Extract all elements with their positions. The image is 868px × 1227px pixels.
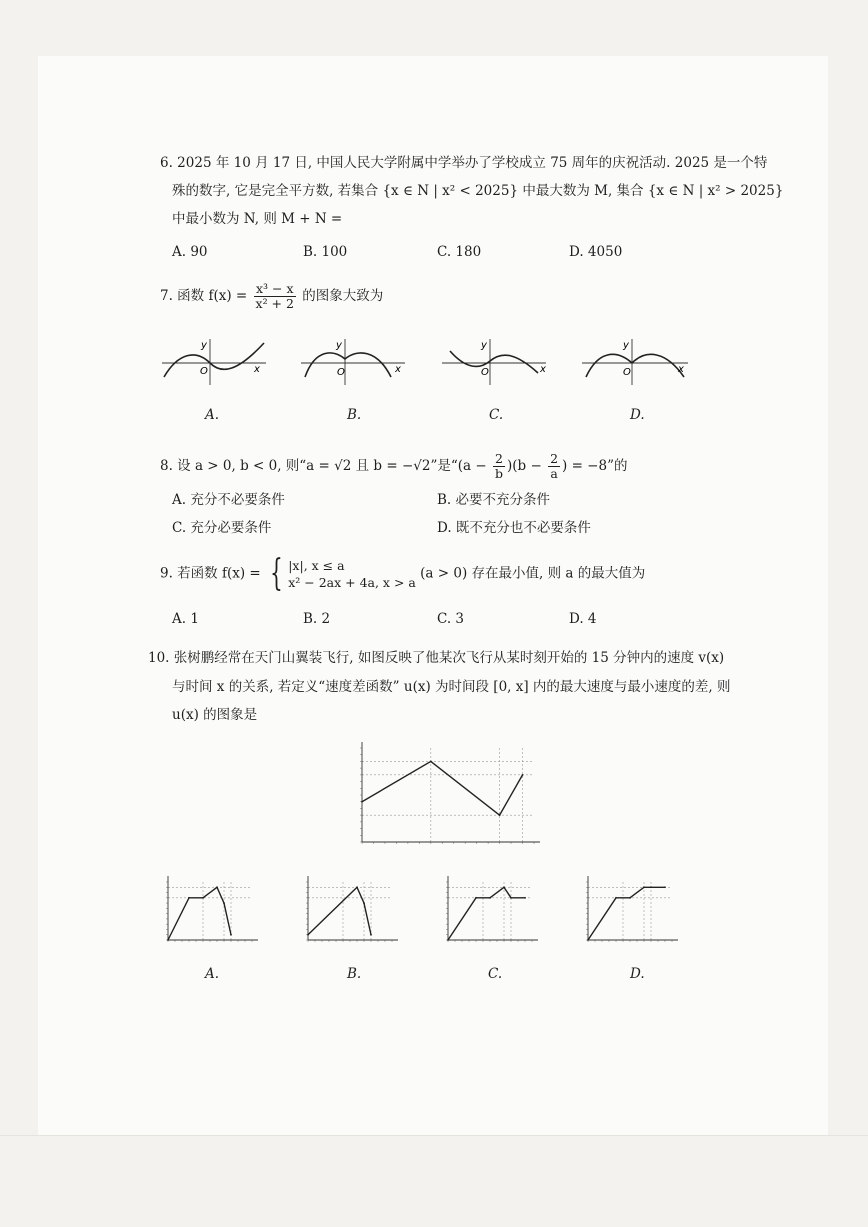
origin-label: O [337,367,345,378]
axis-x-label: x [395,364,401,375]
q9-prefix: 9. 若函数 f(x) = [160,565,261,582]
exam-sheet [38,56,828,1136]
data-point [524,897,526,899]
q7-caption-a: A. [205,407,220,423]
q8-frac2-den: a [550,466,558,481]
q9-stem [160,553,646,594]
q8-part1: (a − [457,458,487,474]
q10-line3: u(x) 的图象是 [172,707,258,723]
q7-graph-a [160,337,270,387]
curve [450,351,538,373]
data-point [356,886,358,888]
series-line [362,761,523,815]
data-point [629,897,631,899]
q9-option-d: D. 4 [569,611,597,627]
axis-x-label: x [678,364,684,375]
data-point [370,934,372,936]
data-point [522,774,524,776]
origin-label: O [481,367,489,378]
q7-prefix: 7. 函数 f(x) = [160,288,248,304]
q8-option-a: A. 充分不必要条件 [172,492,285,508]
q7-caption-c: C. [489,407,504,423]
data-point [475,897,477,899]
q6-option-d: D. 4050 [569,244,623,260]
q7-caption-b: B. [347,407,362,423]
curve [305,353,391,377]
q10-option-chart-a [158,874,258,946]
axis-x-label: x [254,364,260,375]
q9-option-c: C. 3 [437,611,465,627]
q10-option-chart-c [438,874,538,946]
data-point [503,886,505,888]
q10-line1: 10. 张树鹏经常在天门山翼装飞行, 如图反映了他某次飞行从某时刻开始的 15 分钟内的速度 v(x) [148,650,725,666]
q7-suffix: 的图象大致为 [302,288,384,304]
origin-label: O [623,367,631,378]
curve [164,343,264,377]
q8-option-c: C. 充分必要条件 [172,520,272,536]
q7-caption-d: D. [630,407,645,423]
axis-y-label: y [201,340,207,351]
q6-option-b: B. 100 [303,244,348,260]
curve [586,354,684,377]
q10-caption-b: B. [347,966,362,982]
q6-option-c: C. 180 [437,244,482,260]
q10-line2: 与时间 x 的关系, 若定义“速度差函数” u(x) 为时间段 [0, x] 内的最大速度与最小速度的差, 则 [172,679,731,695]
axis-x-label: x [540,364,546,375]
q7-graph-d [580,337,692,387]
series-line [168,887,231,940]
q7-denominator: x² + 2 [255,296,294,311]
q9-case-1: |x|, x ≤ a [288,558,345,573]
series-line [588,887,665,940]
data-point [202,897,204,899]
q8-suffix: ) = −8”的 [562,458,628,474]
q8-fraction-2 [548,452,560,481]
series-line [308,887,371,934]
q10-option-chart-d [578,874,678,946]
q10-main-chart [350,738,546,850]
data-point [167,939,169,941]
q10-option-chart-b [298,874,398,946]
q7-numerator: x³ − x [254,282,296,297]
data-point [615,897,617,899]
data-point [223,902,225,904]
q7-stem [160,282,383,311]
data-point [510,897,512,899]
q10-caption-c: C. [488,966,503,982]
q10-caption-a: A. [205,966,220,982]
data-point [650,886,652,888]
q8-part2: )(b − [506,458,542,474]
q9-cases [288,557,416,591]
axis-y-label: y [623,340,629,351]
q9-brace: { [270,553,283,594]
q6-line1: 6. 2025 年 10 月 17 日, 中国人民大学附属中学举办了学校成立 75 周年的庆祝活动. 2025 是一个特 [160,155,768,171]
q9-option-b: B. 2 [303,611,331,627]
data-point [643,886,645,888]
q7-graph-c [440,337,550,387]
page-edge [0,1135,868,1136]
data-point [361,801,363,803]
q8-stem [160,452,627,481]
origin-label: O [200,366,208,377]
q7-graph-b [299,337,409,387]
q8-option-d: D. 既不充分也不必要条件 [437,520,591,536]
data-point [664,886,666,888]
q10-caption-d: D. [630,966,645,982]
axis-y-label: y [481,340,487,351]
q8-frac2-num: 2 [550,451,559,466]
q8-prefix: 8. 设 a > 0, b < 0, 则“a = √2 且 b = −√2”是“ [160,458,458,474]
q9-suffix: (a > 0) 存在最小值, 则 a 的最大值为 [420,565,646,582]
q8-frac1-den: b [494,466,503,481]
data-point [216,886,218,888]
q8-option-b: B. 必要不充分条件 [437,492,551,508]
data-point [499,814,501,816]
data-point [307,934,309,936]
data-point [188,897,190,899]
data-point [430,761,432,763]
q6-line2: 殊的数字, 它是完全平方数, 若集合 {x ∈ N | x² < 2025} 中最大数为 M, 集合 {x ∈ N | x² > 2025} [172,183,784,199]
q6-option-a: A. 90 [172,244,208,260]
data-point [489,897,491,899]
q7-fraction [254,282,296,311]
q9-option-a: A. 1 [172,611,199,627]
data-point [447,939,449,941]
data-point [587,939,589,941]
data-point [363,902,365,904]
series-line [448,887,525,940]
q6-line3: 中最小数为 N, 则 M + N = [172,211,343,227]
axis-y-label: y [336,340,342,351]
q8-fraction-1 [493,452,505,481]
q9-case-2: x² − 2ax + 4a, x > a [288,575,416,590]
q8-frac1-num: 2 [493,452,505,467]
data-point [230,934,232,936]
